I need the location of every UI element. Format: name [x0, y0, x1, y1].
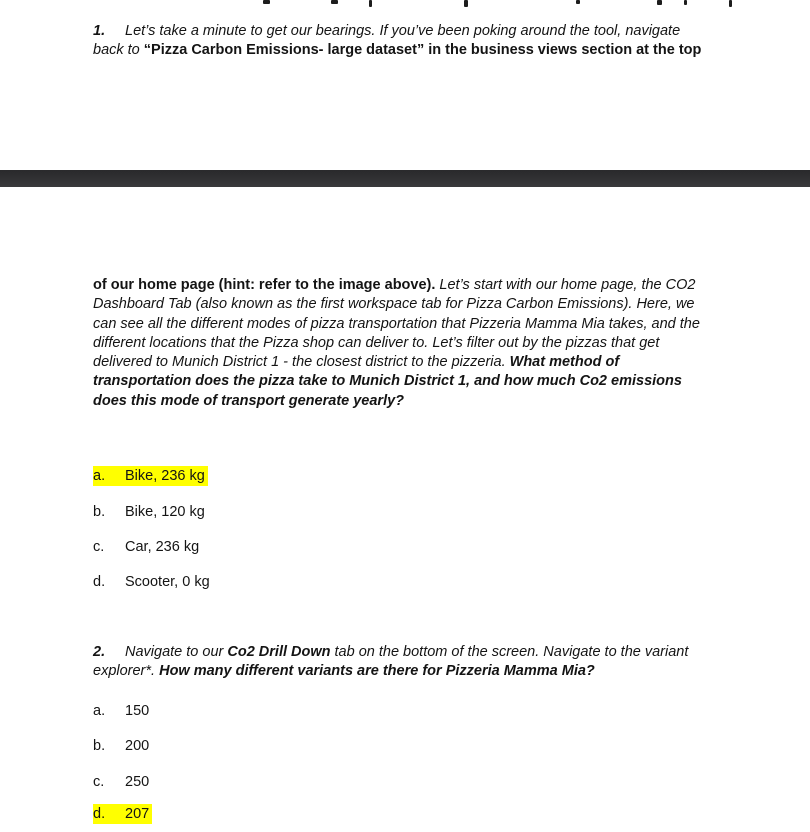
- q1-option-a: [93, 466, 208, 486]
- option-letter: c.: [93, 774, 105, 790]
- q2-option-c: [93, 772, 149, 792]
- text-fragment: [369, 0, 372, 7]
- question-1-number: 1.: [93, 23, 106, 39]
- question-2: [93, 643, 713, 682]
- q2-option-d: [93, 804, 152, 824]
- text-fragment: [331, 0, 338, 4]
- answer-highlight: [93, 804, 152, 824]
- text-fragment: [263, 0, 270, 4]
- paragraph-question: What method of transportation does the pizza take to Munich District 1, and how much Co2 emissions does this mode of transport generate yearly?: [93, 354, 682, 409]
- q2-option-a: [93, 701, 149, 721]
- question-2-middle: tab on the bottom of the screen. Navigate to the variant explorer*.: [93, 644, 689, 680]
- question-1: [93, 22, 713, 61]
- page-break-bar: [0, 170, 810, 187]
- cropped-text-line: [0, 0, 810, 8]
- option-text: Scooter, 0 kg: [125, 574, 210, 590]
- paragraph-bold-lead: of our home page (hint: refer to the image above).: [93, 277, 440, 293]
- q1-option-b: [93, 502, 205, 522]
- option-letter: c.: [93, 539, 105, 555]
- option-text: Bike, 236 kg: [125, 468, 205, 484]
- option-text: 200: [125, 738, 150, 754]
- text-fragment: [657, 0, 662, 5]
- option-letter: a.: [93, 468, 106, 484]
- text-fragment: [729, 0, 732, 7]
- text-fragment: [684, 0, 687, 5]
- question-1-intro: Let’s take a minute to get our bearings. If you’ve been poking around the tool, navigate back to: [93, 23, 681, 59]
- option-text: 207: [125, 806, 150, 822]
- question-2-question: How many different variants are there for Pizzeria Mamma Mia?: [159, 663, 595, 680]
- question-1-target: “Pizza Carbon Emissions- large dataset” in the business views section at the top: [143, 42, 702, 59]
- option-text: Car, 236 kg: [125, 539, 200, 555]
- option-letter: a.: [93, 703, 106, 719]
- option-text: 150: [125, 703, 150, 719]
- paragraph-italic-body: Let’s start with our home page, the CO2 Dashboard Tab (also known as the first workspace tab for Pizza Carbon Emissions). Here, we can see all the different modes of pizza transportation that Pizzeria Mamma Mia takes, and the different locations that the Pizza shop can deliver to. Let’s filter out by the pizzas that get delivered to Munich District 1 - the closest district to the pizzeria.: [93, 277, 700, 371]
- option-letter: d.: [93, 574, 106, 590]
- option-text: Bike, 120 kg: [125, 504, 205, 520]
- answer-highlight: [93, 466, 208, 486]
- question-2-number: 2.: [93, 644, 106, 660]
- option-letter: b.: [93, 738, 106, 754]
- text-fragment: [464, 0, 468, 7]
- option-letter: b.: [93, 504, 106, 520]
- q1-option-d: [93, 572, 210, 592]
- q2-option-b: [93, 736, 149, 756]
- question-2-intro: Navigate to our: [125, 644, 228, 660]
- text-fragment: [576, 0, 580, 4]
- question-1-paragraph: [93, 276, 713, 411]
- q1-option-c: [93, 537, 199, 557]
- question-2-tab-name: Co2 Drill Down: [227, 644, 331, 660]
- option-text: 250: [125, 774, 150, 790]
- option-letter: d.: [93, 806, 106, 822]
